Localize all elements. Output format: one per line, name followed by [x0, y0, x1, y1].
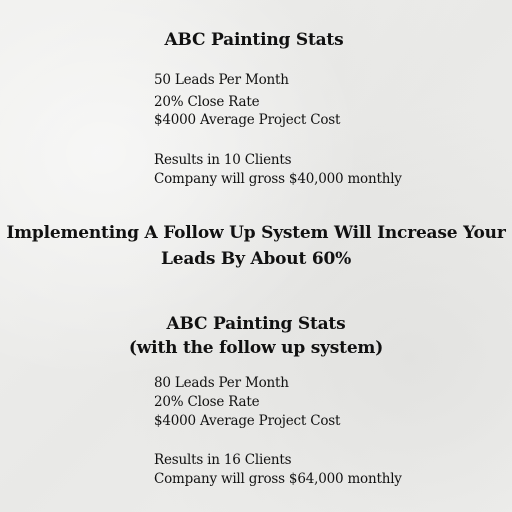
section2-gross: Company will gross $64,000 monthly	[154, 471, 402, 487]
section2-leads: 80 Leads Per Month	[154, 375, 289, 391]
section1-project-cost: $4000 Average Project Cost	[154, 112, 341, 128]
section2-results: Results in 16 Clients	[154, 452, 292, 468]
section2-title	[0, 312, 512, 360]
headline-line1: Implementing A Follow Up System Will Increase Your	[6, 223, 506, 243]
section2-title-line2: (with the follow up system)	[128, 338, 384, 358]
section1-leads: 50 Leads Per Month	[154, 72, 289, 88]
section1-close-rate: 20% Close Rate	[154, 94, 260, 110]
headline	[0, 220, 512, 272]
section2-project-cost: $4000 Average Project Cost	[154, 413, 341, 429]
section1-title	[0, 30, 512, 50]
section2-title-line1: ABC Painting Stats	[166, 314, 346, 334]
section1-results: Results in 10 Clients	[154, 152, 292, 168]
section2-close-rate: 20% Close Rate	[154, 394, 260, 410]
section1-title-text: ABC Painting Stats	[164, 30, 344, 50]
section1-gross: Company will gross $40,000 monthly	[154, 171, 402, 187]
headline-line2: Leads By About 60%	[160, 249, 352, 269]
